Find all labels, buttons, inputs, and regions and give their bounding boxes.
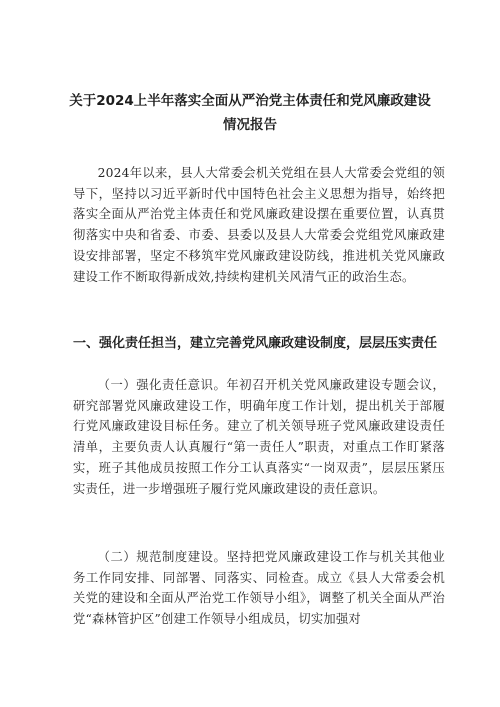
paragraph-responsibility: （一）强化责任意识。年初召开机关党风廉政建设专题会议，研究部署党风廉政建设工作，明确年度工作计划，提出机关于部履行党风廉政建设目标任务。建立了机关领导班子党风廉政建设责任清单，主要负责人认真履行“第一责任人”职责，对重点工作盯紧落实，班子其他成员按照工作分工认真落实“一岗双责”，层层压紧压实责任，进一步增强班子履行党风廉政建设的责任意识。 — [73, 378, 445, 496]
document-title-line1: 关于2024上半年落实全面从严治党主体责任和党风廉政建设 — [69, 93, 431, 109]
document-title-line2: 情况报告 — [223, 117, 277, 133]
section1-heading: 一、强化责任担当，建立完善党风廉政建设制度，层层压实责任 — [73, 336, 438, 351]
intro-paragraph: 2024年以来，县人大常委会机关党组在县人大常委会党组的领导下，坚持以习近平新时代中国特色社会主义思想为指导，始终把落实全面从严治党主体责任和党风廉政建设摆在重要位置，认真贯彻落实中央和省委、市委、县委以及县人大常委会党组党风廉政建设安排部署，坚定不移筑牢党风廉政建设防线，推进机关党风廉政建设工作不断取得新成效,持续构建机关风清气正的政治生态。 — [73, 166, 445, 284]
paragraph-institution: （二）规范制度建设。坚持把党风廉政建设工作与机关其他业务工作同安排、同部署、同落实、同检查。成立《县人大常委会机关党的建设和全面从严治党工作领导小组》，调整了机关全面从严治党“森林管护区”创建工作领导小组成员，切实加强对 — [73, 550, 445, 627]
